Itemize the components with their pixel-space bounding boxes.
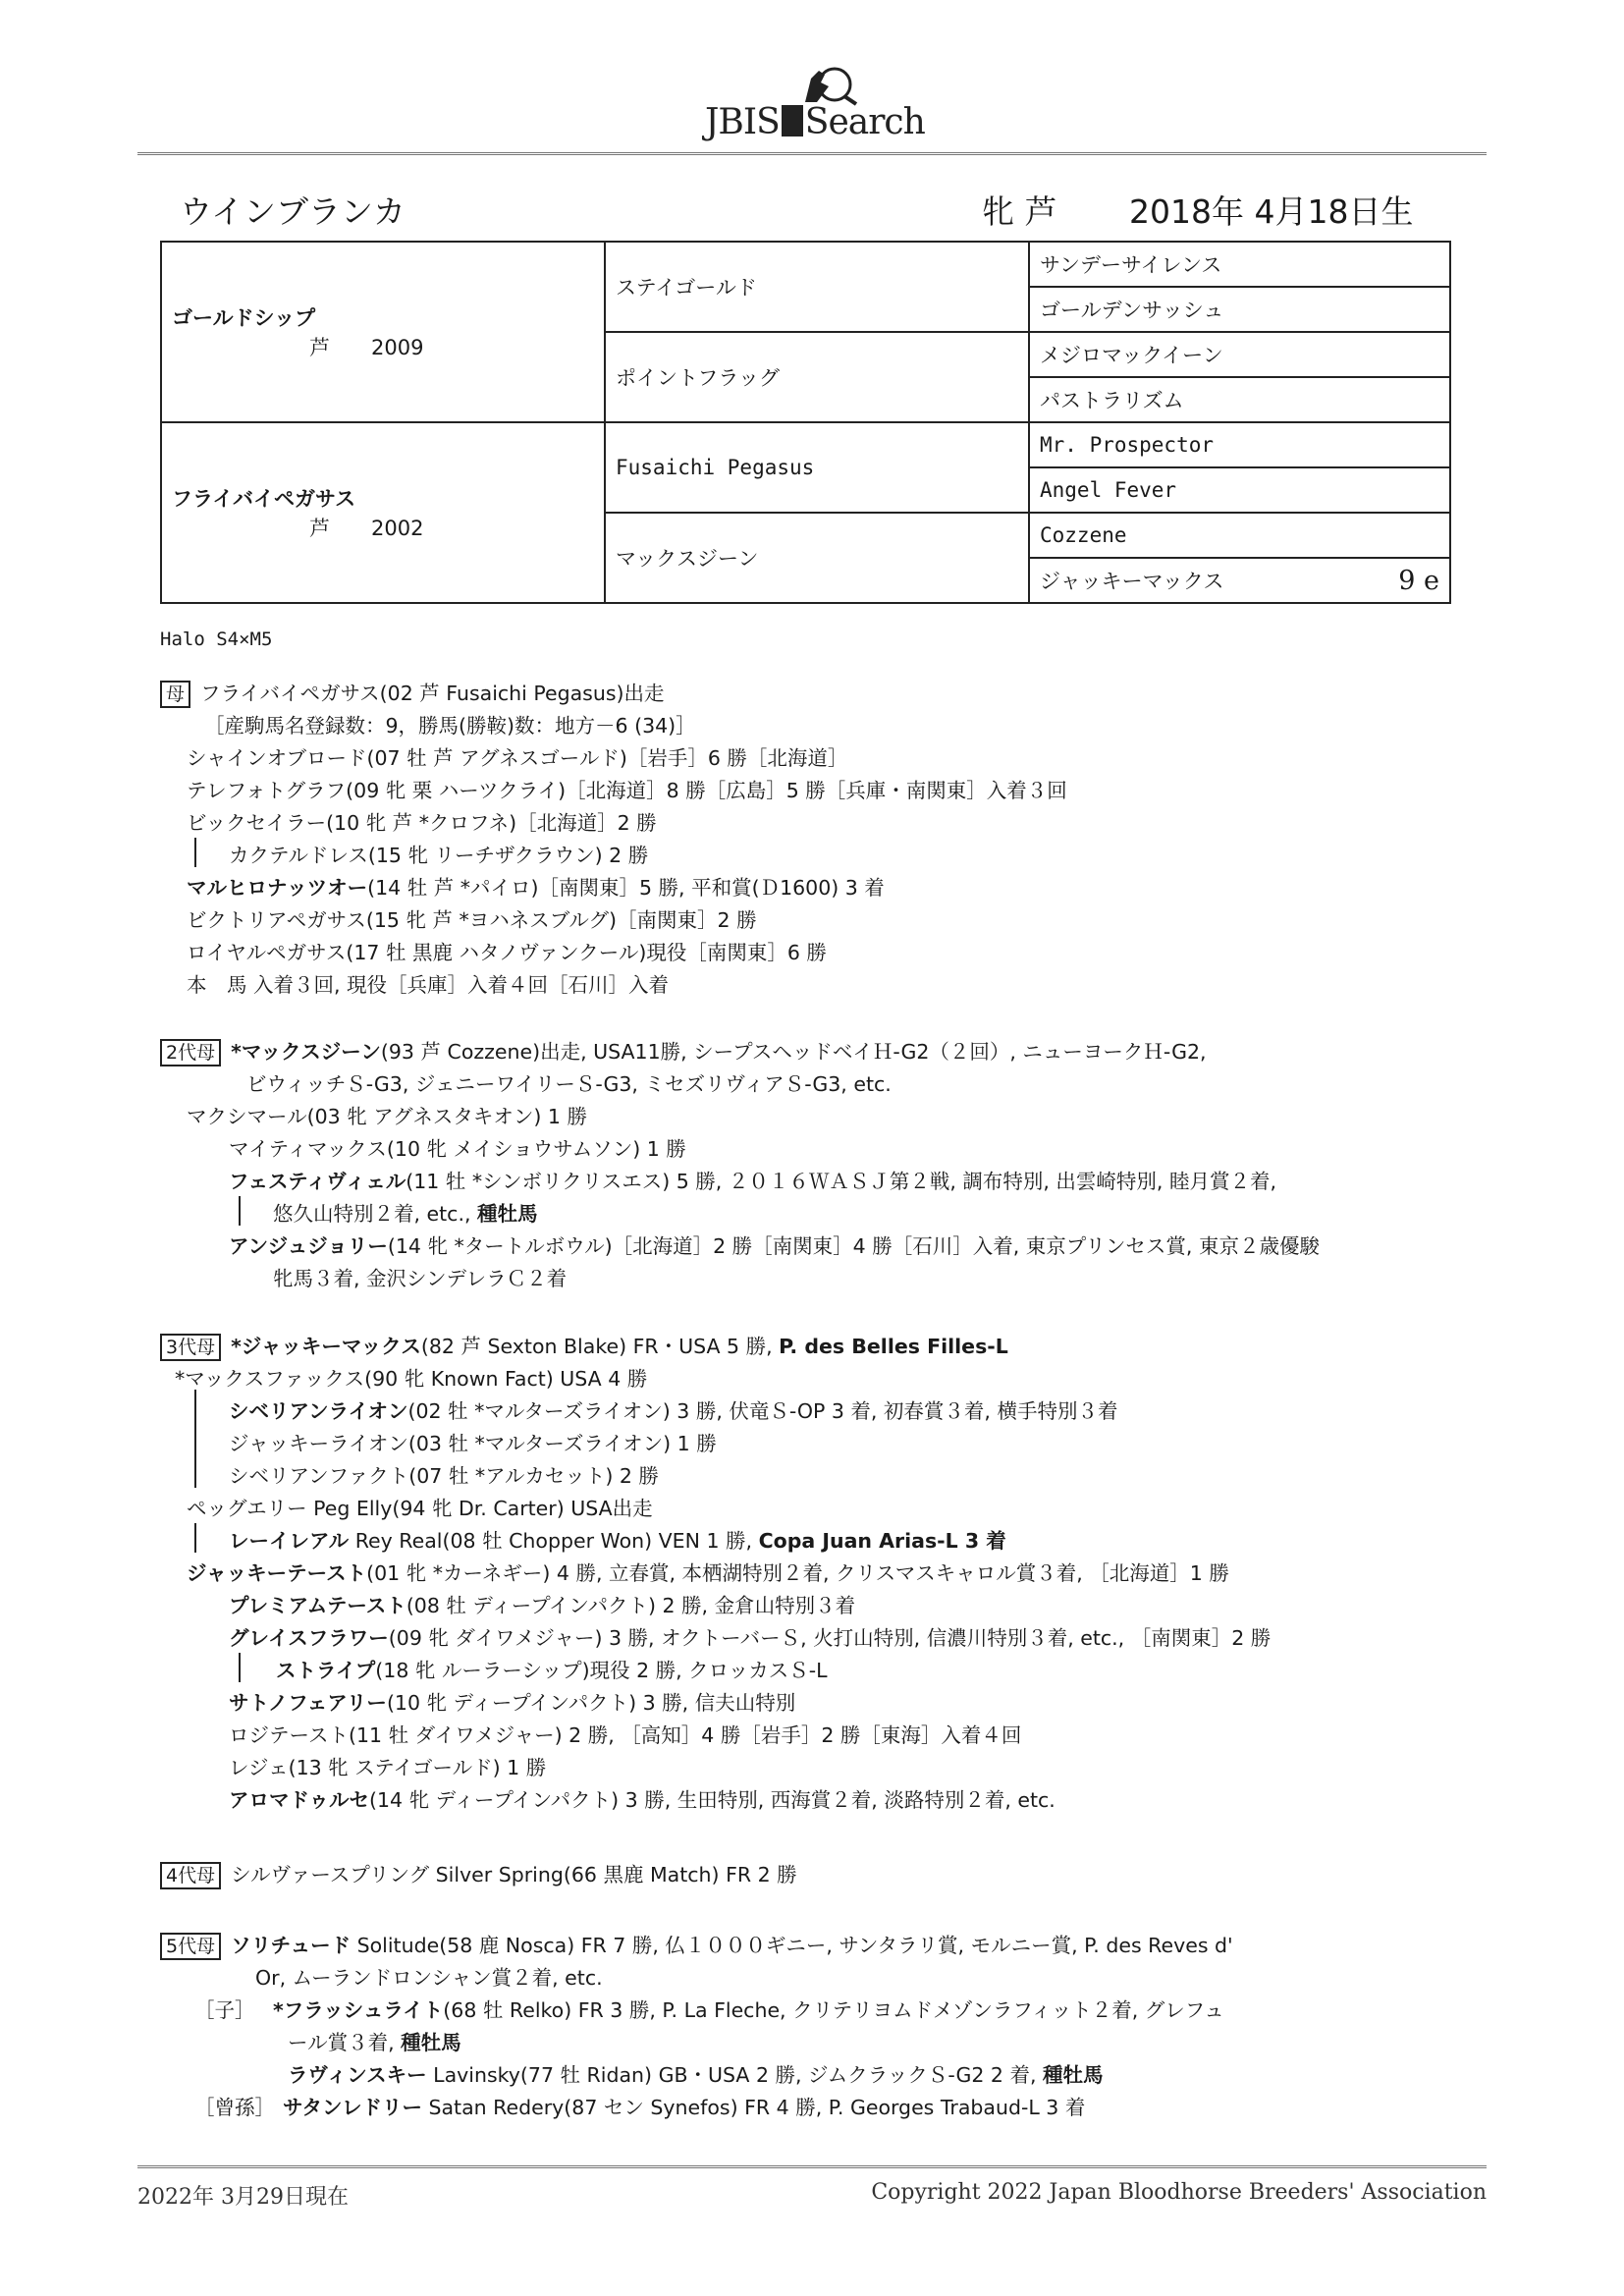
dam3-line: ペッグエリー Peg Elly(94 牝 Dr. Carter) USA出走 <box>187 1497 653 1520</box>
dam3-line: *マックスファックス(90 牝 Known Fact) USA 4 勝 <box>175 1367 648 1391</box>
dam2-tag: 2代母 <box>160 1039 221 1066</box>
dam2-line: フェスティヴィェル(11 牡 *シンボリクリスエス) 5 勝, ２０１６ＷＡＳＪ第２戦, 調布特別, 出雲崎特別, 睦月賞２着, <box>229 1170 1276 1193</box>
dam5-line: ラヴィンスキー Lavinsky(77 牡 Ridan) GB・USA 2 勝, ジムクラックＳ-G2 2 着, 種牡馬 <box>288 2063 1104 2087</box>
dam3-line: サトノフェアリー(10 牝 ディープインパクト) 3 勝, 信夫山特別 <box>229 1691 796 1715</box>
sire-name: ゴールドシップ <box>172 306 316 330</box>
header-rule <box>137 152 1487 155</box>
dam3-line: シベリアンファクト(07 牡 *アルカセット) 2 勝 <box>229 1464 659 1488</box>
dam1-line: 本 馬 入着３回, 現役［兵庫］入着４回［石川］入着 <box>187 973 670 997</box>
dam-sire: Fusaichi Pegasus <box>605 422 1029 513</box>
footer-copyright: Copyright 2022 Japan Bloodhorse Breeders' Association <box>871 2180 1487 2205</box>
dam1-line: ビックセイラー(10 牝 芦 *クロフネ)［北海道］2 勝 <box>187 811 657 835</box>
dam-dam: マックスジーン <box>605 513 1029 603</box>
horse-birth: 2018年 4月18日生 <box>1129 192 1414 231</box>
horse-magnifier-icon <box>687 57 943 106</box>
dam3-line: アロマドゥルセ(14 牝 ディープインパクト) 3 勝, 生田特別, 西海賞２着, 淡路特別２着, etc. <box>229 1788 1056 1812</box>
dam1-line: ［産駒馬名登録数：9，勝馬(勝鞍)数：地方－6 (34)］ <box>204 714 696 738</box>
sire-dam: ポイントフラッグ <box>605 332 1029 422</box>
dam5-line: Or, ムーランドロンシャン賞２着, etc. <box>255 1966 603 1990</box>
dam4-line: シルヴァースプリング Silver Spring(66 黒鹿 Match) FR 2 勝 <box>231 1863 797 1886</box>
footer-rule <box>137 2165 1487 2168</box>
dam3-tag: 3代母 <box>160 1334 221 1361</box>
progeny-bar <box>194 838 196 867</box>
sss-cell: サンデーサイレンス <box>1029 242 1450 287</box>
dam2-section: 2代母 *マックスジーン(93 芦 Cozzene)出走, USA11勝, シープスヘッドベイＨ-G2（２回）, ニューヨークＨ-G2, ビウィッチＳ-G3, ジェニーワイリーＳ-G3, ミセズリヴィアＳ-G3, etc. マクシマール(03 牝 アグネスタキオン) 1 勝 マイティマックス(10 牝 メイショウサムソン) 1 勝 フェスティヴィェル(11 牡 *シンボリクリスエス) 5 勝, ２０１６ＷＡＳＪ第２戦, 調布特別, 出雲崎特別, 睦月賞２着, 悠久山特別２着, etc., 種牡馬 アンジュジョリー(14 牝 *タートルボウル)［北海道］2 勝［南関東］4 勝［石川］入着, 東京プリンセス賞, 東京２歳優駿 牝馬３着, 金沢シンデレラＣ２着 <box>160 1036 1436 1301</box>
sire-detail: 芦 2009 <box>309 336 424 359</box>
jbis-logo <box>687 57 943 145</box>
dam5-tag: 5代母 <box>160 1933 221 1960</box>
dam2-line: アンジュジョリー(14 牝 *タートルボウル)［北海道］2 勝［南関東］4 勝［石川］入着, 東京プリンセス賞, 東京２歳優駿 <box>229 1234 1320 1258</box>
ssd-cell: ゴールデンサッシュ <box>1029 287 1450 332</box>
dam2-line: ビウィッチＳ-G3, ジェニーワイリーＳ-G3, ミセズリヴィアＳ-G3, etc. <box>246 1072 892 1096</box>
dam1-line: テレフォトグラフ(09 牝 栗 ハーツクライ)［北海道］8 勝［広島］5 勝［兵庫・南関東］入着３回 <box>187 779 1067 802</box>
dam1-line: シャインオブロード(07 牡 芦 アグネスゴールド)［岩手］6 勝［北海道］ <box>187 746 848 770</box>
dam4-tag: 4代母 <box>160 1862 221 1889</box>
dam3-line: レジェ(13 牝 ステイゴールド) 1 勝 <box>229 1756 547 1779</box>
dam1-line: マルヒロナッツオー(14 牡 芦 *パイロ)［南関東］5 勝, 平和賞(Ｄ1600) 3 着 <box>187 876 885 900</box>
dam1-line: フライバイペガサス(02 芦 Fusaichi Pegasus)出走 <box>200 682 665 705</box>
dam1-line: カクテルドレス(15 牝 リーチザクラウン) 2 勝 <box>229 844 649 867</box>
progeny-bar <box>239 1196 241 1226</box>
sds-cell: メジロマックイーン <box>1029 332 1450 377</box>
dam5-line: ール賞３着, 種牡馬 <box>288 2031 461 2054</box>
dsd-cell: Angel Fever <box>1029 467 1450 513</box>
dam3-line: レーイレアル Rey Real(08 牡 Chopper Won) VEN 1 勝, Copa Juan Arias-L 3 着 <box>229 1529 1006 1553</box>
dam3-line: ジャッキーテースト(01 牝 *カーネギー) 4 勝, 立春賞, 本栖湖特別２着, クリスマスキャロル賞３着, ［北海道］1 勝 <box>187 1561 1229 1585</box>
dam1-tag: 母 <box>160 681 190 708</box>
logo-wordmark: JBIS Search <box>705 102 925 142</box>
horse-sex-color: 牝 芦 <box>982 192 1057 231</box>
dam3-section: 3代母 *ジャッキーマックス(82 芦 Sexton Blake) FR・USA 5 勝, P. des Belles Filles-L *マックスファックス(90 牝 Known Fact) USA 4 勝 シベリアンライオン(02 牡 *マルターズライオン) 3 勝, 伏竜Ｓ-OP 3 着, 初春賞３着, 横手特別３着 ジャッキーライオン(03 牡 *マルターズライオン) 1 勝 シベリアンファクト(07 牡 *アルカセット) 2 勝 ペッグエリー Peg Elly(94 牝 Dr. Carter) USA出走 レーイレアル Rey Real(08 牡 Chopper Won) VEN 1 勝, Copa Juan Arias-L 3 着 ジャッキーテースト(01 牝 *カーネギー) 4 勝, 立春賞, 本栖湖特別２着, クリスマスキャロル賞３着, ［北海道］1 勝 プレミアムテースト(08 牡 ディープインパクト) 2 勝, 金倉山特別３着 グレイスフラワー(09 牝 ダイワメジャー) 3 勝, オクトーバーＳ, 火打山特別, 信濃川特別３着, etc., ［南関東］2 勝 ストライプ(18 牝 ルーラーシップ)現役 2 勝, クロッカスＳ-L サトノフェアリー(10 牝 ディープインパクト) 3 勝, 信夫山特別 ロジテースト(11 牡 ダイワメジャー) 2 勝, ［高知］4 勝［岩手］2 勝［東海］入着４回 レジェ(13 牝 ステイゴールド) 1 勝 アロマドゥルセ(14 牝 ディープインパクト) 3 勝, 生田特別, 西海賞２着, 淡路特別２着, etc. <box>160 1331 1436 1831</box>
dam1-section <box>160 678 1436 1011</box>
dam5-line: ［曾孫］ サタンレドリー Satan Redery(87 セン Synefos) FR 4 勝, P. Georges Trabaud-L 3 着 <box>194 2096 1086 2119</box>
dam2-line: 牝馬３着, 金沢シンデレラＣ２着 <box>273 1267 568 1290</box>
dam2-line: (93 芦 Cozzene)出走, USA11勝, シープスヘッドベイＨ-G2（２回）, ニューヨークＨ-G2, <box>380 1040 1207 1064</box>
dam3-line: グレイスフラワー(09 牝 ダイワメジャー) 3 勝, オクトーバーＳ, 火打山特別, 信濃川特別３着, etc., ［南関東］2 勝 <box>229 1626 1272 1650</box>
dam-detail: 芦 2002 <box>309 517 424 540</box>
dds-cell: Cozzene <box>1029 513 1450 558</box>
inbreed-note: Halo S4×M5 <box>160 629 273 650</box>
dam-cell <box>161 422 605 603</box>
progeny-bar <box>194 1523 196 1553</box>
dam5-line: ［子］ *フラッシュライト(68 牡 Relko) FR 3 勝, P. La Fleche, クリテリヨムドメゾンラフィット２着, グレフュ <box>194 1998 1224 2022</box>
ddd-name: ジャッキーマックス <box>1040 569 1224 593</box>
progeny-bar <box>194 1390 196 1488</box>
dam2-line: マイティマックス(10 牝 メイショウサムソン) 1 勝 <box>229 1137 686 1161</box>
dam2-line: 悠久山特別２着, etc., 種牡馬 <box>273 1202 538 1226</box>
pedigree-table <box>160 241 1451 604</box>
horse-name: ウインブランカ <box>180 192 406 231</box>
dam-name: フライバイペガサス <box>172 487 356 511</box>
progeny-bar <box>239 1653 241 1682</box>
dss-cell: Mr. Prospector <box>1029 422 1450 467</box>
ddd-cell <box>1029 558 1450 603</box>
dam4-section <box>160 1859 1436 1898</box>
dam3-line: ジャッキーライオン(03 牡 *マルターズライオン) 1 勝 <box>229 1432 717 1455</box>
sdd-cell: パストラリズム <box>1029 377 1450 422</box>
dam3-line: ロジテースト(11 牡 ダイワメジャー) 2 勝, ［高知］4 勝［岩手］2 勝［東海］入着４回 <box>229 1723 1022 1747</box>
dam1-line: ロイヤルペガサス(17 牡 黒鹿 ハタノヴァンクール)現役［南関東］6 勝 <box>187 941 827 964</box>
dam3-line: ストライプ(18 牝 ルーラーシップ)現役 2 勝, クロッカスＳ-L <box>276 1659 828 1682</box>
dam2-line: マクシマール(03 牝 アグネスタキオン) 1 勝 <box>187 1105 587 1128</box>
dam5-section: 5代母 ソリチュード Solitude(58 鹿 Nosca) FR 7 勝, 仏１０００ギニー, サンタラリ賞, モルニー賞, P. des Reves d' Or, ムーランドロンシャン賞２着, etc. ［子］ *フラッシュライト(68 牡 Relko) FR 3 勝, P. La Fleche, クリテリヨムドメゾンラフィット２着, グレフュ ール賞３着, 種牡馬 ラヴィンスキー Lavinsky(77 牡 Ridan) GB・USA 2 勝, ジムクラックＳ-G2 2 着, 種牡馬 ［曾孫］ サタンレドリー Satan Redery(87 セン Synefos) FR 4 勝, P. Georges Trabaud-L 3 着 <box>160 1930 1436 2136</box>
dam3-line: シベリアンライオン(02 牡 *マルターズライオン) 3 勝, 伏竜Ｓ-OP 3 着, 初春賞３着, 横手特別３着 <box>229 1399 1118 1423</box>
sire-sire: ステイゴールド <box>605 242 1029 332</box>
footer-date: 2022年 3月29日現在 <box>137 2185 349 2210</box>
sire-cell <box>161 242 605 422</box>
dam3-line: プレミアムテースト(08 牡 ディープインパクト) 2 勝, 金倉山特別３着 <box>229 1594 856 1617</box>
family-number: 9 e <box>1398 565 1439 596</box>
dam1-line: ビクトリアペガサス(15 牝 芦 *ヨハネスブルグ)［南関東］2 勝 <box>187 908 757 932</box>
